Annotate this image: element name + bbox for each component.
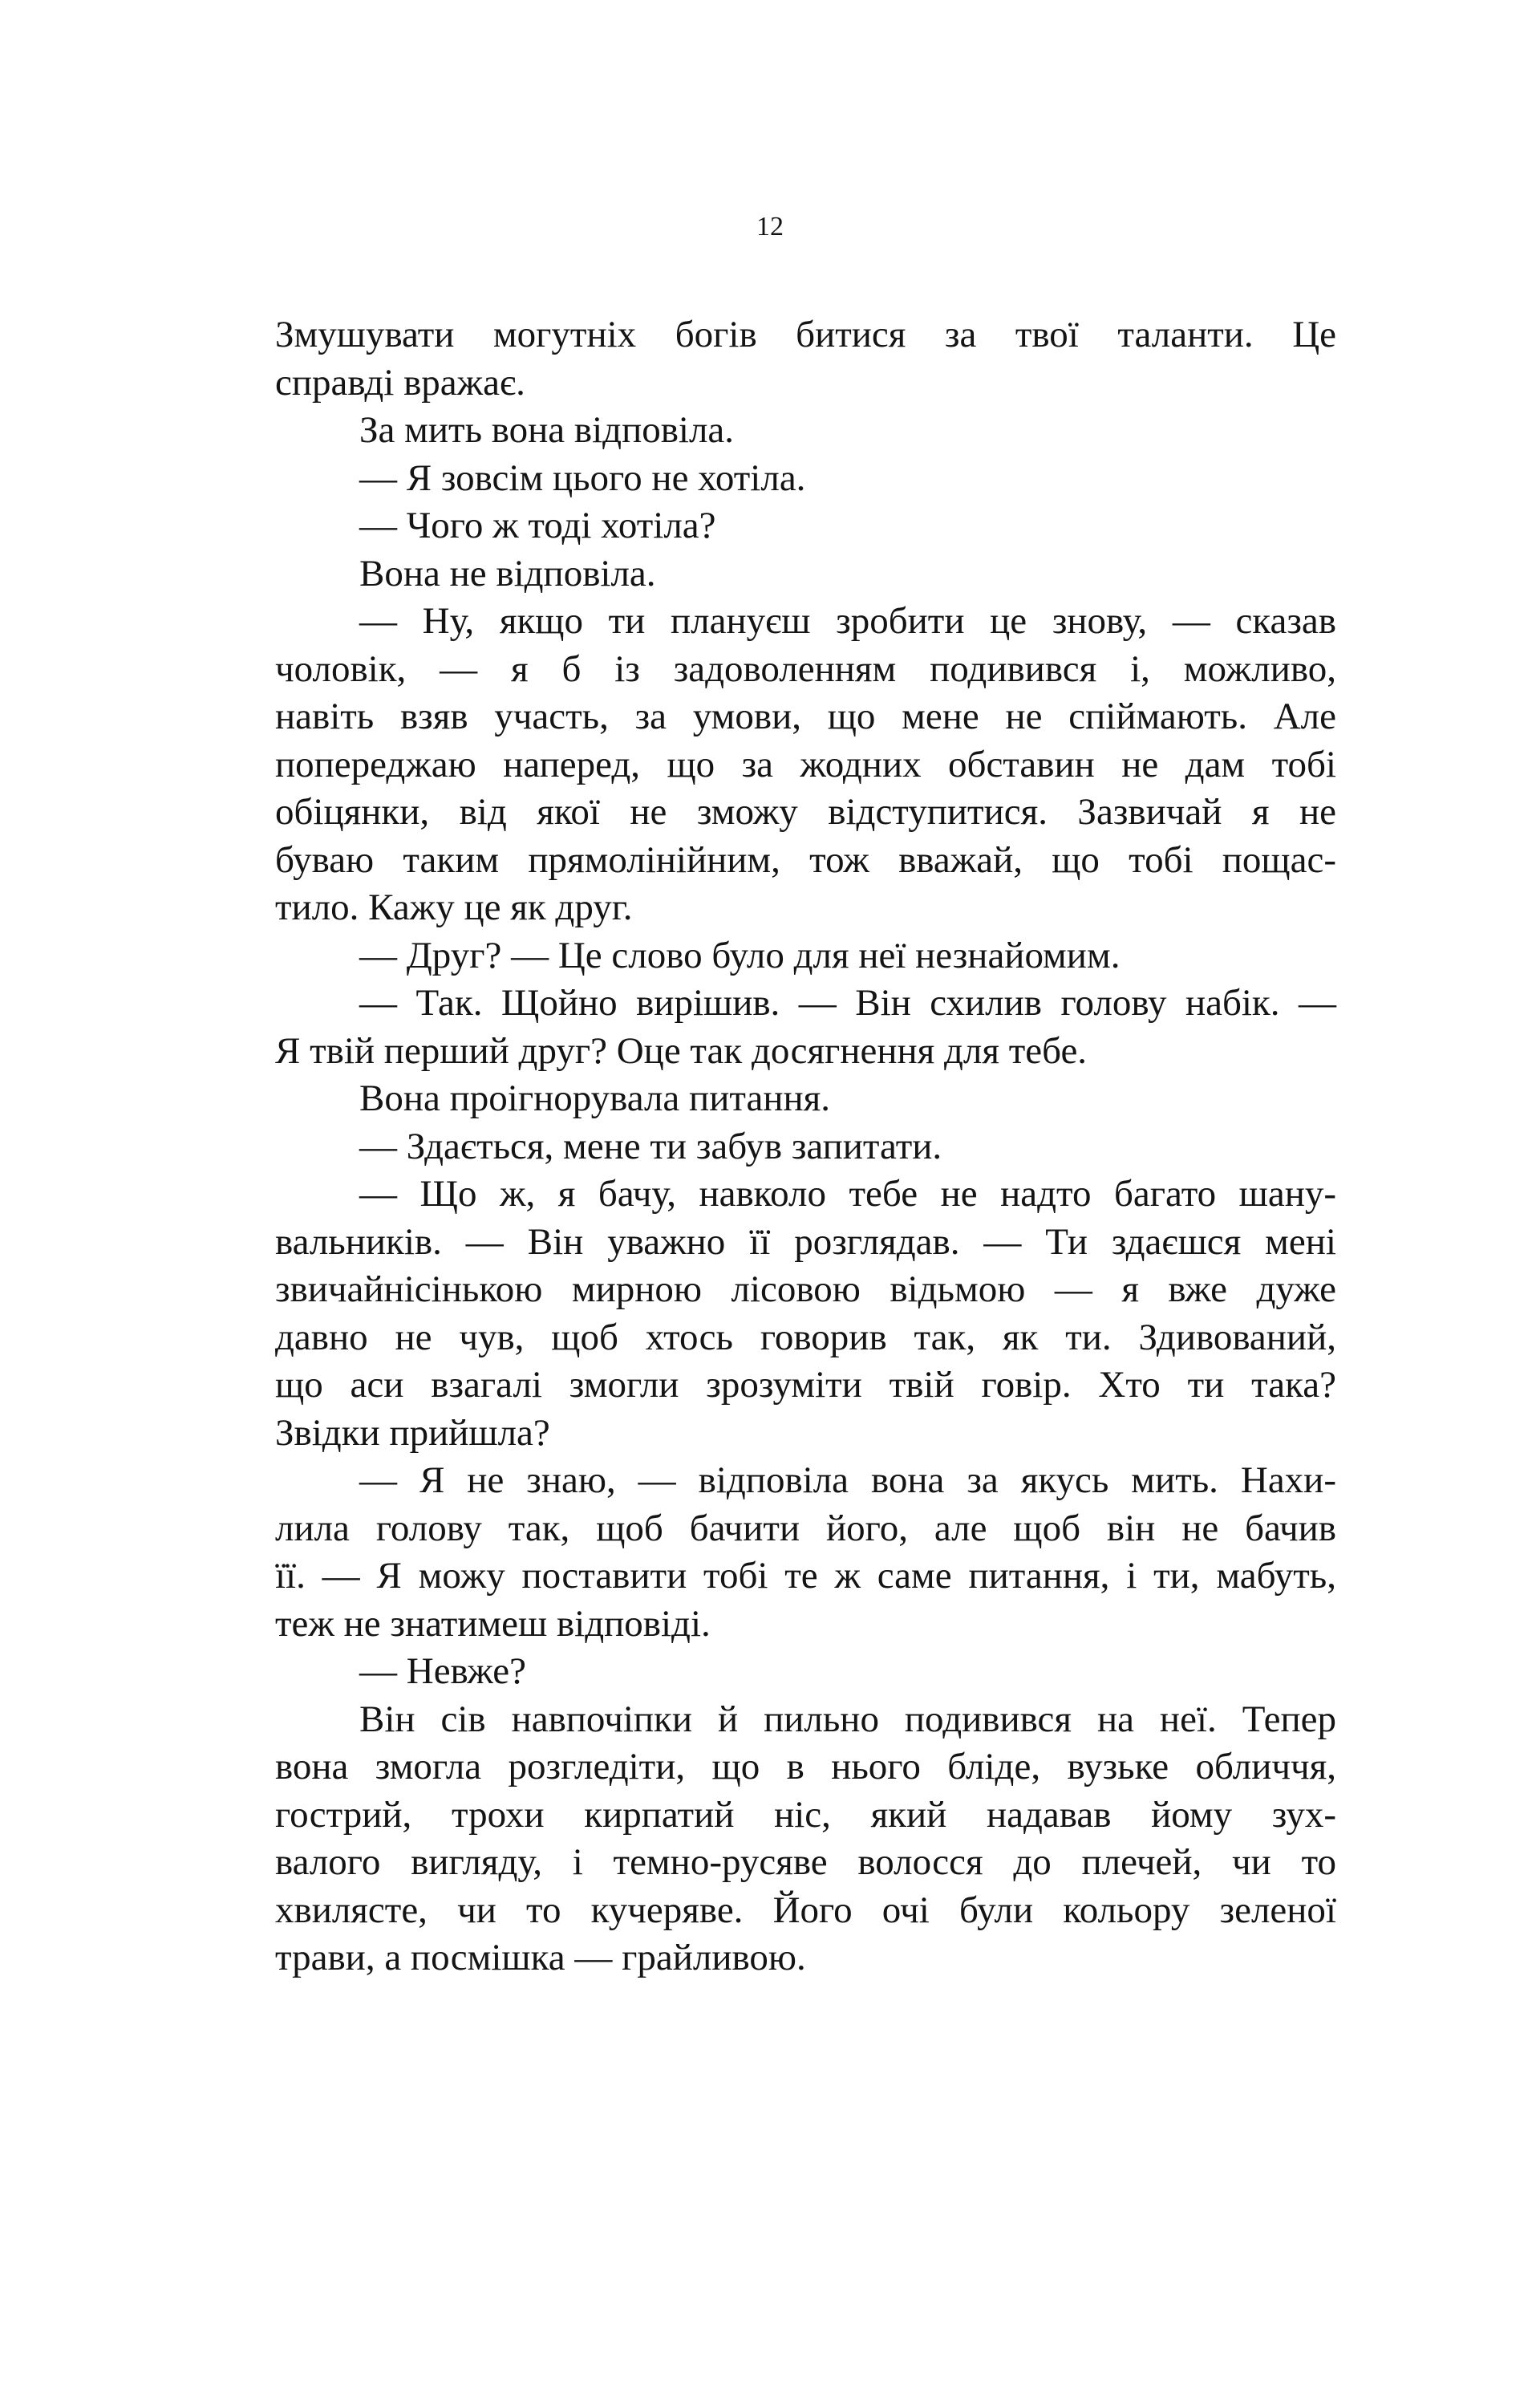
text-line: що аси взагалі змогли зрозуміти твій говір. Хто ти така?	[275, 1364, 1336, 1406]
text-line: — Друг? — Це слово було для неї незнайомим.	[359, 934, 1121, 976]
paragraph	[275, 598, 1336, 932]
text-line: Я твій перший друг? Оце так досягнення для тебе.	[275, 1029, 1088, 1072]
text-line: трави, а посмішка — грайливою.	[275, 1937, 806, 1978]
text-line: — Чого ж тоді хотіла?	[359, 505, 716, 546]
paragraph	[275, 1171, 1336, 1457]
paragraph	[275, 407, 1336, 455]
text-line: теж не знатимеш відповіді.	[275, 1602, 711, 1645]
text-line: вона змогла розгледіти, що в нього бліде, вузьке обличчя,	[275, 1746, 1336, 1787]
text-line: — Я зовсім цього не хотіла.	[359, 456, 806, 499]
paragraph	[275, 932, 1336, 980]
text-line: навіть взяв участь, за умови, що мене не спіймають. Але	[275, 696, 1336, 737]
text-line: лила голову так, щоб бачити його, але щоб він не бачив	[275, 1507, 1336, 1549]
paragraph	[275, 502, 1336, 550]
text-line: Змушувати могутніх богів битися за твої таланти. Це	[275, 314, 1336, 355]
paragraph	[275, 311, 1336, 407]
text-line: її. — Я можу поставити тобі те ж саме питання, і ти, мабуть,	[275, 1555, 1336, 1597]
text-line: гострий, трохи кирпатий ніс, який надавав йому зух-	[275, 1793, 1336, 1836]
text-line: звичайнісінькою мирною лісовою відьмою — я вже дуже	[275, 1268, 1336, 1310]
paragraph	[275, 1648, 1336, 1696]
text-line: — Здається, мене ти забув запитати.	[359, 1125, 942, 1167]
text-line: — Що ж, я бачу, навколо тебе не надто багато шану-	[359, 1173, 1336, 1215]
paragraph	[275, 1696, 1336, 1982]
text-line: хвилясте, чи то кучеряве. Його очі були кольору зеленої	[275, 1889, 1336, 1931]
text-line: попереджаю наперед, що за жодних обставин не дам тобі	[275, 743, 1336, 785]
text-line: — Так. Щойно вирішив. — Він схилив голову набік. —	[359, 982, 1336, 1024]
page-number: 12	[756, 212, 784, 241]
text-line: буваю таким прямолінійним, тож вважай, що тобі пощас-	[275, 838, 1336, 881]
text-line: вальників. — Він уважно її розглядав. — Ти здаєшся мені	[275, 1220, 1336, 1263]
text-line: справді вражає.	[275, 361, 525, 404]
paragraph	[275, 980, 1336, 1075]
text-line: давно не чув, щоб хтось говорив так, як ти. Здивований,	[275, 1316, 1336, 1358]
text-line: чоловік, — я б із задоволенням подивився і, можливо,	[275, 647, 1336, 690]
paragraph	[275, 1123, 1336, 1171]
text-line: Він сів навпочіпки й пильно подивився на неї. Тепер	[359, 1698, 1336, 1740]
text-line: Звідки прийшла?	[275, 1411, 550, 1454]
text-line: Вона проігнорувала питання.	[359, 1077, 830, 1119]
paragraph	[275, 1075, 1336, 1123]
text-line: За мить вона відповіла.	[359, 409, 735, 451]
paragraph	[275, 550, 1336, 599]
text-line: обіцянки, від якої не зможу відступитися. Зазвичай я не	[275, 791, 1336, 833]
text-line: — Невже?	[359, 1650, 526, 1692]
text-line: тило. Кажу це як друг.	[275, 887, 633, 928]
text-line: — Ну, якщо ти плануєш зробити це знову, — сказав	[359, 600, 1336, 642]
paragraph	[275, 1457, 1336, 1648]
body-text	[275, 311, 1336, 1982]
text-line: — Я не знаю, — відповіла вона за якусь мить. Нахи-	[359, 1459, 1336, 1501]
paragraph	[275, 455, 1336, 503]
text-line: валого вигляду, і темно-русяве волосся до плечей, чи то	[275, 1841, 1336, 1883]
text-line: Вона не відповіла.	[359, 552, 656, 594]
